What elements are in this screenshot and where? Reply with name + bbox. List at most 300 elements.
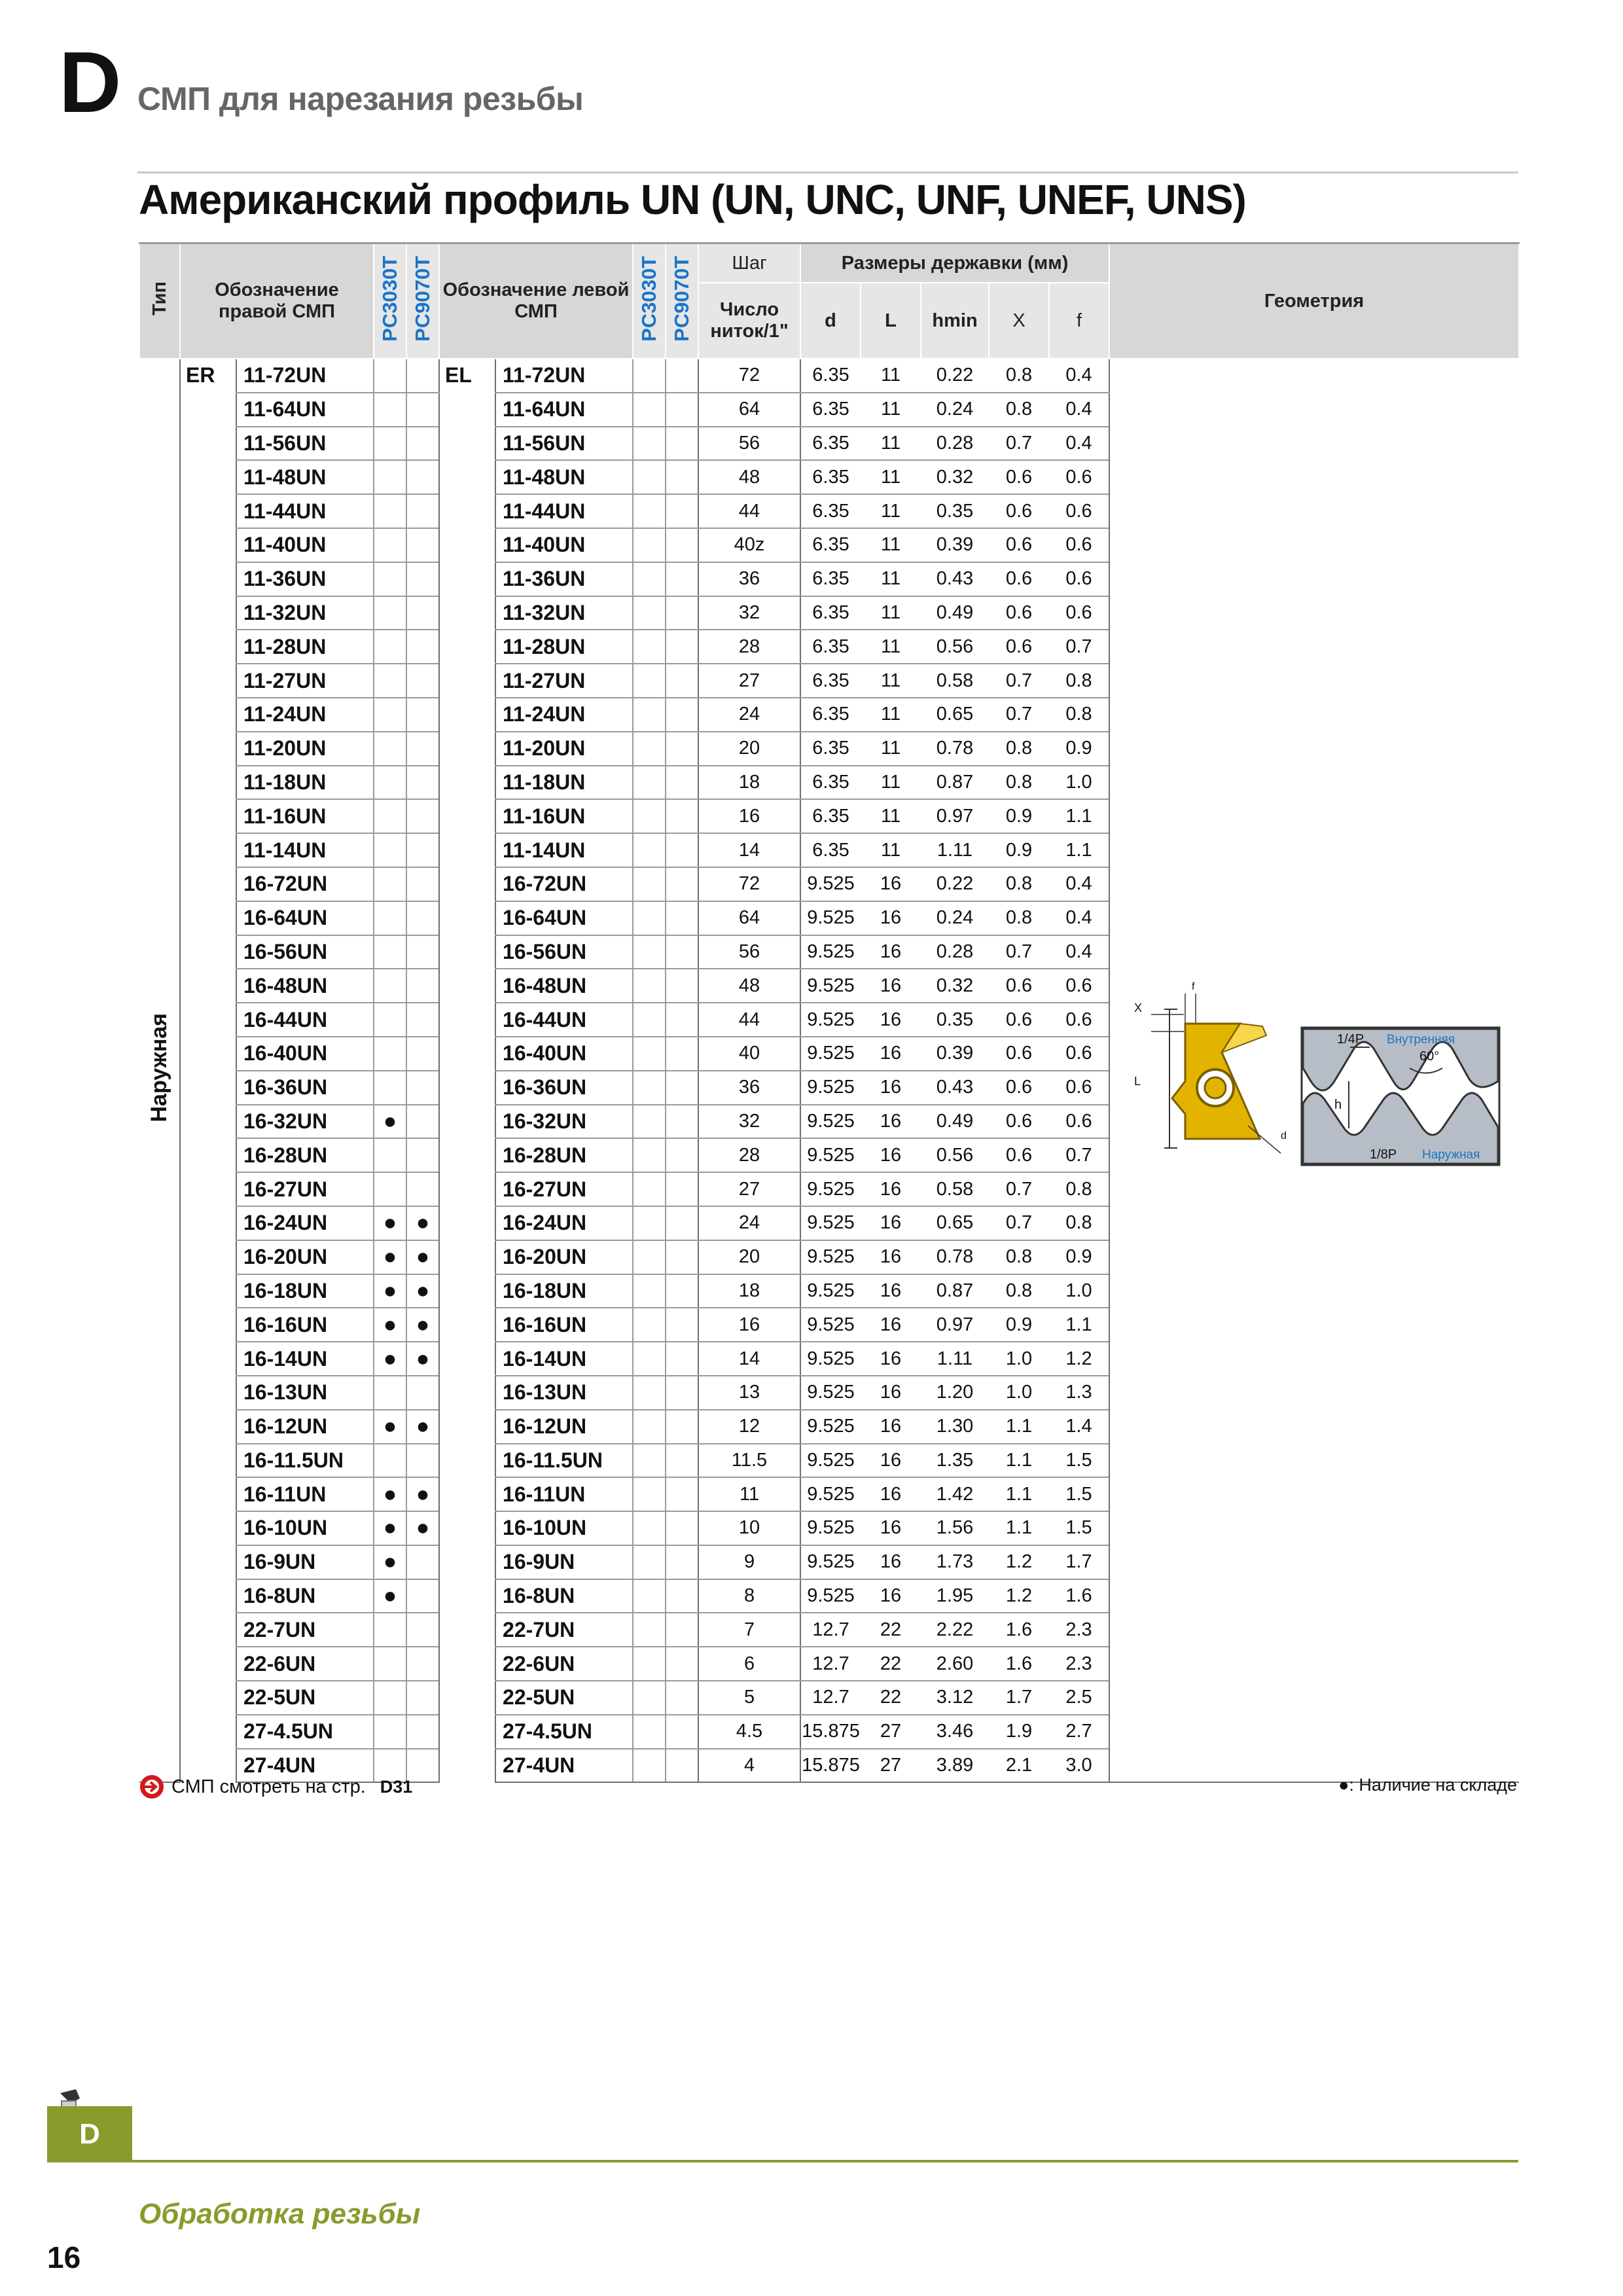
L-cell: 16 [861,1342,921,1376]
f-cell: 1.7 [1049,1545,1109,1579]
right-insert-code[interactable]: 16-18UN [236,1274,374,1308]
hmin-cell: 0.56 [921,1138,989,1172]
geometry-figure [1112,963,1518,1173]
section-tab[interactable]: D [47,2106,132,2162]
X-cell: 0.6 [989,494,1049,528]
left-insert-code[interactable]: 11-56UN [495,427,633,461]
hmin-cell: 0.32 [921,460,989,494]
header-left-insert: Обозначение левой СМП [439,243,633,359]
X-cell: 0.7 [989,698,1049,732]
f-cell: 0.7 [1049,1138,1109,1172]
X-cell: 1.7 [989,1681,1049,1715]
stock-mark-pc9070t-left [666,1003,698,1037]
right-insert-code[interactable]: 16-40UN [236,1037,374,1071]
stock-mark-pc9070t-left [666,1206,698,1240]
right-insert-code[interactable]: 16-8UN [236,1579,374,1613]
L-cell: 27 [861,1749,921,1783]
hmin-cell: 0.22 [921,867,989,901]
right-insert-code[interactable]: 16-14UN [236,1342,374,1376]
X-cell: 0.9 [989,1308,1049,1342]
f-cell: 0.8 [1049,664,1109,698]
left-insert-code[interactable]: 11-27UN [495,664,633,698]
stock-mark-pc9070t-right [406,867,439,901]
see-insert-ref[interactable]: D31 [380,1776,413,1797]
L-cell: 11 [861,799,921,833]
hmin-cell: 1.11 [921,1342,989,1376]
f-cell: 0.6 [1049,494,1109,528]
hmin-cell: 0.65 [921,1206,989,1240]
f-cell: 0.6 [1049,460,1109,494]
left-insert-code[interactable]: 16-24UN [495,1206,633,1240]
right-insert-code[interactable]: 16-11UN [236,1477,374,1511]
stock-mark-pc3030t-left [633,528,666,562]
stock-mark-pc9070t-right: ● [406,1240,439,1274]
stock-mark-pc9070t-left [666,799,698,833]
pitch-cell: 48 [698,969,800,1003]
left-insert-code[interactable]: 11-24UN [495,698,633,732]
d-cell: 12.7 [800,1647,861,1681]
stock-mark-pc9070t-left [666,867,698,901]
pitch-cell: 11 [698,1477,800,1511]
right-insert-code[interactable]: 11-32UN [236,596,374,630]
right-insert-code[interactable]: 11-27UN [236,664,374,698]
stock-mark-pc3030t-left [633,1681,666,1715]
stock-mark-pc3030t-right [374,901,406,935]
L-cell: 22 [861,1647,921,1681]
left-insert-code[interactable]: 16-32UN [495,1105,633,1139]
stock-mark-pc9070t-right: ● [406,1274,439,1308]
right-insert-code[interactable]: 11-48UN [236,460,374,494]
stock-mark-pc3030t-left [633,732,666,766]
stock-mark-pc3030t-left [633,1274,666,1308]
right-insert-code[interactable]: 16-9UN [236,1545,374,1579]
hmin-cell: 0.24 [921,901,989,935]
L-cell: 11 [861,359,921,393]
stock-mark-pc9070t-right: ● [406,1308,439,1342]
L-cell: 11 [861,393,921,427]
left-insert-code[interactable]: 16-8UN [495,1579,633,1613]
X-cell: 0.8 [989,732,1049,766]
left-insert-code[interactable]: 11-20UN [495,732,633,766]
stock-mark-pc9070t-left [666,732,698,766]
pitch-cell: 12 [698,1410,800,1444]
stock-mark-pc3030t-right: ● [374,1308,406,1342]
right-insert-code[interactable]: 22-5UN [236,1681,374,1715]
right-insert-code[interactable]: 11-16UN [236,799,374,833]
stock-mark-pc9070t-right [406,359,439,393]
right-insert-code[interactable]: 11-20UN [236,732,374,766]
X-cell: 1.1 [989,1444,1049,1478]
f-cell: 0.6 [1049,1037,1109,1071]
header-grade1-right: PC3030T [374,243,406,359]
f-cell: 0.6 [1049,1105,1109,1139]
L-cell: 11 [861,766,921,800]
right-insert-code[interactable]: 16-44UN [236,1003,374,1037]
stock-mark-pc3030t-right [374,1715,406,1749]
stock-mark-pc9070t-left [666,460,698,494]
f-cell: 0.6 [1049,528,1109,562]
stock-mark-pc3030t-right [374,766,406,800]
L-cell: 11 [861,460,921,494]
right-insert-code[interactable]: 16-27UN [236,1172,374,1206]
left-insert-code[interactable]: 22-6UN [495,1647,633,1681]
hmin-cell: 0.39 [921,528,989,562]
right-insert-code[interactable]: 11-40UN [236,528,374,562]
d-cell: 12.7 [800,1613,861,1647]
f-cell: 1.0 [1049,1274,1109,1308]
right-insert-code[interactable]: 11-24UN [236,698,374,732]
left-insert-code[interactable]: 16-11UN [495,1477,633,1511]
left-insert-code[interactable]: 16-16UN [495,1308,633,1342]
L-cell: 22 [861,1681,921,1715]
d-cell: 9.525 [800,1037,861,1071]
stock-mark-pc9070t-right [406,766,439,800]
stock-mark-pc3030t-left [633,1342,666,1376]
X-cell: 0.7 [989,1172,1049,1206]
left-insert-code[interactable]: 11-18UN [495,766,633,800]
section-title: СМП для нарезания резьбы [137,81,584,117]
stock-mark-pc3030t-left [633,494,666,528]
pitch-cell: 27 [698,1172,800,1206]
X-cell: 1.6 [989,1613,1049,1647]
stock-mark-pc9070t-right [406,1681,439,1715]
stock-mark-pc9070t-right [406,427,439,461]
d-cell: 6.35 [800,698,861,732]
hmin-cell: 0.22 [921,359,989,393]
page-heading: Американский профиль UN (UN, UNC, UNF, UNEF, UNS) [139,176,1246,223]
pitch-cell: 28 [698,630,800,664]
right-insert-code[interactable]: 11-18UN [236,766,374,800]
stock-mark-pc9070t-right: ● [406,1511,439,1545]
f-cell: 0.4 [1049,901,1109,935]
left-insert-code[interactable]: 22-7UN [495,1613,633,1647]
stock-mark-pc9070t-right [406,901,439,935]
d-cell: 6.35 [800,833,861,867]
d-cell: 6.35 [800,427,861,461]
stock-mark-pc3030t-left [633,766,666,800]
left-insert-code[interactable]: 11-48UN [495,460,633,494]
left-insert-code[interactable]: 16-9UN [495,1545,633,1579]
pitch-cell: 27 [698,664,800,698]
left-insert-code[interactable]: 16-10UN [495,1511,633,1545]
stock-mark-pc3030t-left [633,1206,666,1240]
header-grade2-left: PC9070T [666,243,698,359]
pitch-cell: 64 [698,901,800,935]
stock-mark-pc9070t-right [406,833,439,867]
left-insert-code[interactable]: 16-56UN [495,935,633,969]
L-cell: 16 [861,1545,921,1579]
X-cell: 1.1 [989,1477,1049,1511]
pitch-cell: 40z [698,528,800,562]
left-insert-code[interactable]: 16-44UN [495,1003,633,1037]
stock-mark-pc9070t-left [666,1410,698,1444]
X-cell: 0.8 [989,393,1049,427]
right-insert-code[interactable]: 16-64UN [236,901,374,935]
d-cell: 6.35 [800,393,861,427]
stock-mark-pc9070t-left [666,427,698,461]
pitch-cell: 5 [698,1681,800,1715]
stock-mark-pc3030t-right [374,1613,406,1647]
left-insert-code[interactable]: 27-4UN [495,1749,633,1783]
f-cell: 1.3 [1049,1376,1109,1410]
stock-mark-pc3030t-right [374,460,406,494]
left-insert-code[interactable]: 16-11.5UN [495,1444,633,1478]
stock-mark-pc9070t-right [406,1172,439,1206]
left-insert-code[interactable]: 11-16UN [495,799,633,833]
f-cell: 0.6 [1049,969,1109,1003]
stock-mark-pc3030t-right [374,562,406,596]
stock-mark-pc9070t-left [666,562,698,596]
hmin-cell: 0.35 [921,494,989,528]
stock-mark-pc3030t-left [633,1240,666,1274]
L-cell: 16 [861,1138,921,1172]
hmin-cell: 0.97 [921,799,989,833]
stock-mark-pc9070t-right [406,393,439,427]
stock-mark-pc3030t-left [633,1715,666,1749]
X-cell: 0.6 [989,528,1049,562]
stock-mark-pc3030t-right [374,935,406,969]
left-insert-code[interactable]: 16-28UN [495,1138,633,1172]
right-insert-code[interactable]: 16-16UN [236,1308,374,1342]
left-insert-code[interactable]: 16-13UN [495,1376,633,1410]
stock-mark-pc9070t-left [666,1444,698,1478]
pitch-cell: 4 [698,1749,800,1783]
L-cell: 16 [861,1172,921,1206]
header-pitch: Шаг [698,243,800,283]
stock-mark-pc3030t-right [374,528,406,562]
X-cell: 0.8 [989,766,1049,800]
stock-mark-pc3030t-right: ● [374,1274,406,1308]
X-cell: 0.6 [989,562,1049,596]
stock-mark-pc9070t-right [406,1037,439,1071]
hmin-cell: 1.35 [921,1444,989,1478]
stock-mark-pc3030t-right [374,1376,406,1410]
d-cell: 9.525 [800,867,861,901]
left-insert-code[interactable]: 16-72UN [495,867,633,901]
right-insert-code[interactable]: 11-56UN [236,427,374,461]
X-cell: 1.2 [989,1579,1049,1613]
stock-mark-pc9070t-right [406,969,439,1003]
right-insert-code[interactable]: 16-11.5UN [236,1444,374,1478]
stock-mark-pc3030t-left [633,596,666,630]
X-cell: 0.7 [989,664,1049,698]
stock-mark-pc9070t-left [666,1545,698,1579]
right-insert-code[interactable]: 27-4UN [236,1749,374,1783]
right-insert-code[interactable]: 16-10UN [236,1511,374,1545]
hmin-cell: 3.46 [921,1715,989,1749]
stock-mark-pc9070t-right: ● [406,1410,439,1444]
pitch-cell: 36 [698,562,800,596]
left-insert-code[interactable]: 22-5UN [495,1681,633,1715]
left-insert-code[interactable]: 11-32UN [495,596,633,630]
pitch-cell: 8 [698,1579,800,1613]
thread-profile-drawing [1302,1028,1499,1165]
hmin-cell: 3.89 [921,1749,989,1783]
left-insert-code[interactable]: 16-12UN [495,1410,633,1444]
header-grade1-left: PC3030T [633,243,666,359]
stock-mark-pc9070t-right [406,596,439,630]
stock-mark-pc3030t-right [374,1647,406,1681]
right-insert-code[interactable]: 16-28UN [236,1138,374,1172]
L-cell: 16 [861,1511,921,1545]
stock-mark-pc9070t-right: ● [406,1342,439,1376]
stock-mark-pc9070t-left [666,1240,698,1274]
right-insert-code[interactable]: 11-14UN [236,833,374,867]
header-d: d [800,283,861,359]
right-insert-code[interactable]: 11-36UN [236,562,374,596]
right-insert-code[interactable]: 16-48UN [236,969,374,1003]
stock-mark-pc9070t-left [666,901,698,935]
L-cell: 16 [861,1105,921,1139]
stock-mark-pc9070t-left [666,1274,698,1308]
f-cell: 1.5 [1049,1511,1109,1545]
d-cell: 9.525 [800,1240,861,1274]
stock-mark-pc3030t-right [374,393,406,427]
d-cell: 6.35 [800,528,861,562]
pitch-cell: 44 [698,1003,800,1037]
left-insert-code[interactable]: 11-36UN [495,562,633,596]
stock-mark-pc3030t-left [633,1105,666,1139]
stock-mark-pc9070t-left [666,833,698,867]
see-insert-text: СМП смотреть на стр. [171,1776,366,1797]
header-grade2-right: PC9070T [406,243,439,359]
L-cell: 16 [861,1206,921,1240]
f-cell: 0.6 [1049,1071,1109,1105]
pitch-cell: 6 [698,1647,800,1681]
pitch-cell: 36 [698,1071,800,1105]
left-insert-code[interactable]: 16-14UN [495,1342,633,1376]
d-cell: 6.35 [800,630,861,664]
stock-mark-pc9070t-left [666,1477,698,1511]
right-insert-code[interactable]: 16-20UN [236,1240,374,1274]
f-cell: 1.5 [1049,1477,1109,1511]
X-cell: 0.6 [989,1138,1049,1172]
stock-mark-pc9070t-left [666,1037,698,1071]
stock-mark-pc9070t-right [406,1138,439,1172]
stock-mark-pc9070t-right [406,732,439,766]
stock-mark-pc9070t-left [666,1579,698,1613]
header-holder-dims: Размеры державки (мм) [800,243,1109,283]
X-cell: 0.8 [989,901,1049,935]
right-insert-code[interactable]: 16-56UN [236,935,374,969]
left-insert-code[interactable]: 11-28UN [495,630,633,664]
left-insert-code[interactable]: 16-20UN [495,1240,633,1274]
stock-mark-pc9070t-left [666,1071,698,1105]
stock-mark-pc3030t-left [633,901,666,935]
X-cell: 0.7 [989,427,1049,461]
hmin-cell: 1.95 [921,1579,989,1613]
insert-drawing [1134,981,1287,1153]
header-type: Тип [139,243,180,359]
table-row [139,359,1519,393]
L-cell: 16 [861,1003,921,1037]
left-insert-code[interactable]: 11-72UN [495,359,633,393]
stock-mark-pc3030t-right [374,1138,406,1172]
left-insert-code[interactable]: 16-40UN [495,1037,633,1071]
right-insert-code[interactable]: 11-28UN [236,630,374,664]
X-cell: 0.8 [989,359,1049,393]
right-insert-code[interactable]: 11-44UN [236,494,374,528]
right-insert-code[interactable]: 11-64UN [236,393,374,427]
f-cell: 0.7 [1049,630,1109,664]
left-insert-code[interactable]: 27-4.5UN [495,1715,633,1749]
left-insert-code[interactable]: 16-36UN [495,1071,633,1105]
L-cell: 16 [861,1444,921,1478]
right-insert-code[interactable]: 16-12UN [236,1410,374,1444]
L-cell: 11 [861,664,921,698]
left-insert-code[interactable]: 16-18UN [495,1274,633,1308]
right-insert-code[interactable]: 16-32UN [236,1105,374,1139]
d-cell: 9.525 [800,1003,861,1037]
d-cell: 12.7 [800,1681,861,1715]
pitch-cell: 24 [698,698,800,732]
stock-mark-pc3030t-left [633,1138,666,1172]
right-insert-code[interactable]: 16-24UN [236,1206,374,1240]
stock-mark-pc3030t-left [633,630,666,664]
label-x: X [1133,1001,1142,1014]
L-cell: 16 [861,1240,921,1274]
right-insert-code[interactable]: 16-36UN [236,1071,374,1105]
stock-mark-pc3030t-left [633,359,666,393]
stock-mark-pc3030t-left [633,1410,666,1444]
d-cell: 9.525 [800,1444,861,1478]
pitch-cell: 7 [698,1613,800,1647]
f-cell: 1.1 [1049,833,1109,867]
L-cell: 16 [861,1274,921,1308]
X-cell: 0.9 [989,833,1049,867]
label-L: L [1133,1074,1141,1088]
right-insert-code[interactable]: 22-7UN [236,1613,374,1647]
stock-mark-pc3030t-left [633,1308,666,1342]
right-insert-code[interactable]: 16-13UN [236,1376,374,1410]
stock-mark-pc3030t-left [633,867,666,901]
left-insert-code[interactable]: 16-27UN [495,1172,633,1206]
left-insert-code[interactable]: 16-48UN [495,969,633,1003]
left-insert-code[interactable]: 11-44UN [495,494,633,528]
stock-mark-pc3030t-left [633,833,666,867]
X-cell: 0.8 [989,867,1049,901]
L-cell: 16 [861,1410,921,1444]
L-cell: 11 [861,630,921,664]
stock-mark-pc9070t-left [666,494,698,528]
right-insert-code[interactable]: 16-72UN [236,867,374,901]
d-cell: 6.35 [800,664,861,698]
pitch-cell: 20 [698,732,800,766]
f-cell: 0.9 [1049,732,1109,766]
left-insert-code[interactable]: 11-40UN [495,528,633,562]
hmin-cell: 0.24 [921,393,989,427]
right-insert-code[interactable]: 27-4.5UN [236,1715,374,1749]
left-insert-code[interactable]: 11-64UN [495,393,633,427]
right-insert-code[interactable]: 11-72UN [236,359,374,393]
L-cell: 16 [861,1579,921,1613]
hmin-cell: 0.39 [921,1037,989,1071]
pitch-cell: 56 [698,935,800,969]
stock-mark-pc3030t-right [374,1071,406,1105]
right-insert-code[interactable]: 22-6UN [236,1647,374,1681]
stock-mark-pc3030t-left [633,935,666,969]
L-cell: 11 [861,596,921,630]
stock-mark-pc3030t-right [374,698,406,732]
stock-mark-pc9070t-left [666,766,698,800]
stock-mark-pc9070t-left [666,1105,698,1139]
left-insert-code[interactable]: 11-14UN [495,833,633,867]
stock-mark-pc3030t-right: ● [374,1240,406,1274]
footer-rule [132,2160,1518,2162]
X-cell: 1.0 [989,1376,1049,1410]
header-geometry: Геометрия [1109,243,1519,359]
left-insert-code[interactable]: 16-64UN [495,901,633,935]
